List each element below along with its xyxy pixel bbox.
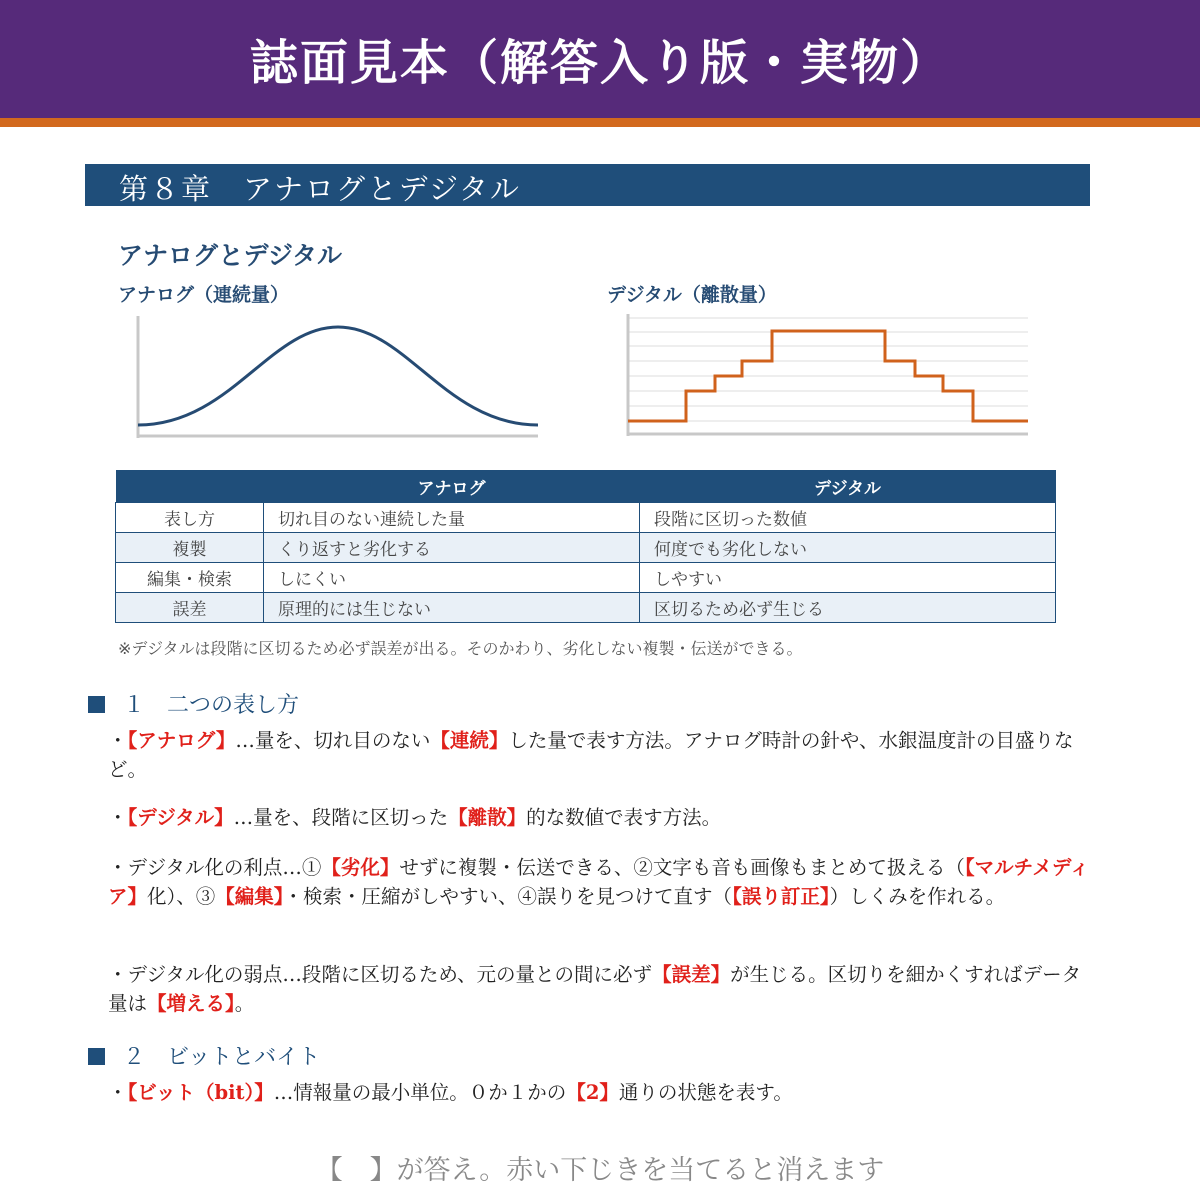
answer-term: 【アナログ】 — [127, 729, 236, 752]
answer-term: 【劣化】 — [321, 856, 400, 879]
text-run: せずに複製・伝送できる、②文字も音も画像もまとめて扱える（ — [399, 856, 965, 879]
table-row — [116, 593, 1056, 623]
page-title: 誌面見本（解答入り版・実物） — [249, 35, 950, 91]
table-row-header: 誤差 — [116, 593, 264, 623]
table-row — [116, 503, 1056, 533]
table-row-header: 編集・検索 — [116, 563, 264, 593]
text-run: 化）、③ — [147, 885, 216, 908]
figure-title: アナログとデジタル — [118, 241, 343, 270]
digital-gridlines — [628, 318, 1028, 421]
table-note: ※デジタルは段階に区切るため必ず誤差が出る。そのかわり、劣化しない複製・伝送ができる。 — [118, 639, 803, 658]
answer-term: 【デジタル】 — [127, 806, 234, 829]
section-title: ２ ビットとバイト — [123, 1045, 321, 1070]
table-header-digital: デジタル — [640, 470, 1056, 503]
comparison-table — [115, 470, 1056, 623]
answer-term: 【ビット（bit）】 — [127, 1081, 274, 1104]
text-run: 通りの状態を表す。 — [618, 1081, 793, 1104]
table-row-header: 表し方 — [116, 503, 264, 533]
text-run: が生じる。区切りを細かくすればデータ量は — [108, 963, 1082, 1015]
chapter-title: 第８章 アナログとデジタル — [119, 172, 521, 206]
table-cell: 原理的には生じない — [264, 593, 640, 623]
footer-caption: 【 】が答え。赤い下じきを当てると消えます — [315, 1155, 885, 1186]
digital-label: デジタル（離散量） — [607, 284, 777, 306]
table-header-analog: アナログ — [264, 470, 640, 503]
chapter-banner — [85, 164, 1090, 206]
text-run: …量を、切れ目のない — [235, 729, 431, 752]
answer-term: 【マルチメディア】 — [108, 856, 1090, 908]
answer-term: 【編集】 — [215, 885, 284, 908]
answer-term: 【増える】 — [147, 992, 235, 1015]
paragraph-digital — [108, 803, 1093, 832]
text-run: ・ — [108, 806, 128, 829]
paragraph-analog — [108, 726, 1093, 784]
section-square-icon — [88, 696, 105, 713]
table-cell: しやすい — [640, 563, 1056, 593]
table-cell: 区切るため必ず生じる — [640, 593, 1056, 623]
analog-label: アナログ（連続量） — [118, 284, 290, 306]
section-heading-2 — [88, 1040, 320, 1071]
section-heading-1 — [88, 688, 299, 719]
paragraph-weakness — [108, 960, 1093, 1018]
table-row — [116, 533, 1056, 563]
paragraph-bit — [108, 1078, 1093, 1107]
analog-graph — [130, 312, 550, 444]
table-cell: 切れ目のない連続した量 — [264, 503, 640, 533]
table-header-row — [116, 470, 1056, 503]
text-run: …量を、段階に区切った — [233, 806, 449, 829]
table-row — [116, 563, 1056, 593]
paragraph-advantages — [108, 853, 1093, 911]
answer-term: 【誤り訂正】 — [732, 885, 830, 908]
text-run: 。 — [234, 992, 255, 1015]
text-run: した量で表す方法。アナログ時計の針や、水銀温度計の目盛りなど。 — [108, 729, 1074, 781]
text-run: ・ — [108, 729, 128, 752]
text-run: 的な数値で表す方法。 — [526, 806, 722, 829]
text-run: ・デジタル化の弱点…段階に区切るため、元の量との間に必ず — [108, 963, 653, 986]
table-header-blank — [116, 470, 264, 503]
text-run: …情報量の最小単位。０か１かの — [273, 1081, 567, 1104]
answer-term: 【2】 — [566, 1081, 619, 1104]
analog-curve — [138, 327, 538, 425]
table-cell: くり返すと劣化する — [264, 533, 640, 563]
text-run: ）しくみを作れる。 — [829, 885, 1006, 908]
answer-term: 【連続】 — [430, 729, 509, 752]
section-title: １ 二つの表し方 — [123, 693, 300, 718]
table-cell: 何度でも劣化しない — [640, 533, 1056, 563]
table-cell: 段階に区切った数値 — [640, 503, 1056, 533]
answer-term: 【誤差】 — [652, 963, 731, 986]
digital-graph — [620, 310, 1035, 442]
text-run: ・検索・圧縮がしやすい、④誤りを見つけて直す（ — [283, 885, 733, 908]
section-square-icon — [88, 1048, 105, 1065]
table-cell: しにくい — [264, 563, 640, 593]
table-row-header: 複製 — [116, 533, 264, 563]
answer-term: 【離散】 — [448, 806, 527, 829]
header-accent-rule — [0, 118, 1200, 127]
text-run: ・ — [108, 1081, 128, 1104]
text-run: ・デジタル化の利点…① — [108, 856, 322, 879]
